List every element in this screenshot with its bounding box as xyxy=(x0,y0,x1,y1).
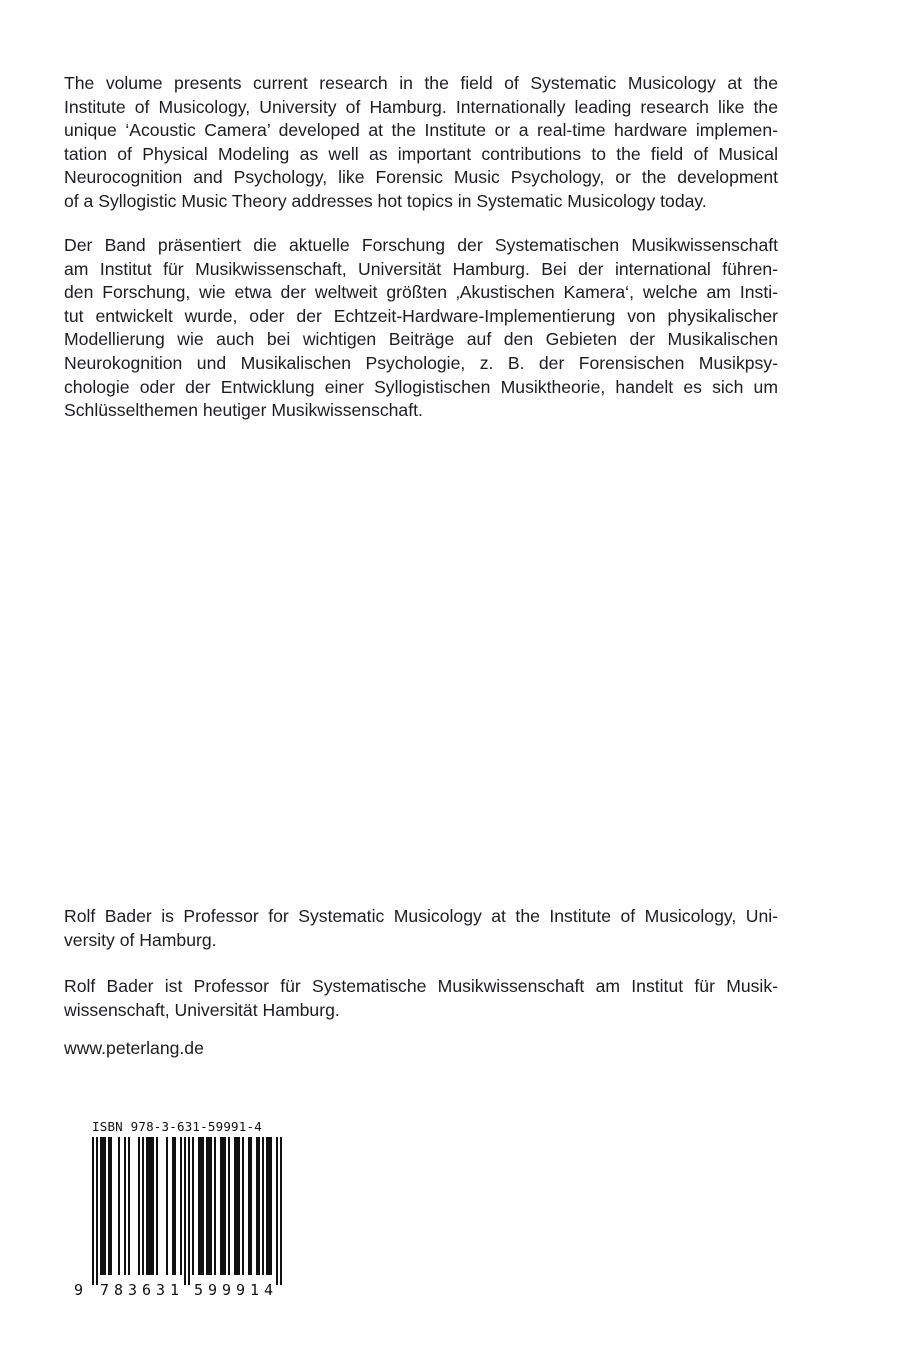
english-description-line: Neurocognition and Psychology, like Forensic Music Psychology, or the development xyxy=(64,167,778,188)
author-bio-english xyxy=(64,905,778,952)
barcode-left-digit: 8 xyxy=(114,1281,124,1299)
author-bio-english-line: versity of Hamburg. xyxy=(64,929,217,950)
barcode-right-digit: 9 xyxy=(236,1281,246,1299)
barcode-guard-bar xyxy=(184,1137,186,1285)
barcode-bar xyxy=(242,1137,244,1275)
barcode-right-digit: 9 xyxy=(222,1281,232,1299)
barcode-bar xyxy=(174,1137,176,1275)
barcode-bar xyxy=(138,1137,140,1275)
barcode-bar xyxy=(238,1137,240,1275)
barcode-bar xyxy=(152,1137,154,1275)
barcode-guard-bar xyxy=(96,1137,98,1285)
barcode-bar xyxy=(250,1137,252,1275)
barcode-bar xyxy=(258,1137,260,1275)
english-description-paragraph xyxy=(64,72,778,214)
barcode-bar xyxy=(200,1137,202,1275)
barcode-lead-digit: 9 xyxy=(74,1281,84,1299)
german-description-line: Neurokognition und Musikalischen Psychologie, z. B. der Forensischen Musikpsy- xyxy=(64,352,778,373)
barcode-bar xyxy=(256,1137,258,1275)
barcode-left-digit: 1 xyxy=(170,1281,180,1299)
publisher-website-link[interactable]: www.peterlang.de xyxy=(64,1038,204,1058)
barcode-bar xyxy=(236,1137,238,1275)
barcode-bar xyxy=(208,1137,210,1275)
german-description-line: Der Band präsentiert die aktuelle Forschung der Systematischen Musikwissenschaft xyxy=(64,235,778,255)
barcode-bar xyxy=(104,1137,106,1275)
isbn-label: ISBN 978-3-631-59991-4 xyxy=(92,1119,262,1134)
barcode-right-digit: 5 xyxy=(194,1281,204,1299)
barcode-bar xyxy=(234,1137,236,1275)
german-description-line: Schlüsselthemen heutiger Musikwissenschaft. xyxy=(64,400,423,421)
author-bio-german xyxy=(64,975,778,1022)
german-description-line: Modellierung wie auch bei wichtigen Beiträge auf den Gebieten der Musikalischen xyxy=(64,329,778,350)
english-description-line: tation of Physical Modeling as well as important contributions to the field of Musical xyxy=(64,143,778,164)
author-bio-german-line: Rolf Bader ist Professor für Systematische Musikwissenschaft am Institut für Musik- xyxy=(64,976,778,996)
barcode-bar xyxy=(270,1137,272,1275)
barcode-bar xyxy=(262,1137,264,1275)
barcode-bar xyxy=(172,1137,174,1275)
barcode-bar xyxy=(222,1137,224,1275)
barcode-guard-bar xyxy=(280,1137,282,1285)
barcode-guard-bar xyxy=(276,1137,278,1285)
barcode-bar xyxy=(228,1137,230,1275)
barcode-bar xyxy=(206,1137,208,1275)
barcode-bar xyxy=(124,1137,126,1275)
barcode-bar xyxy=(156,1137,158,1275)
barcode-bar xyxy=(198,1137,200,1275)
author-bio-english-line: Rolf Bader is Professor for Systematic Musicology at the Institute of Musicology, Uni- xyxy=(64,906,778,926)
barcode-left-digit: 3 xyxy=(128,1281,138,1299)
barcode-bar xyxy=(110,1137,112,1275)
barcode-guard-bar xyxy=(188,1137,190,1285)
barcode-left-digit: 6 xyxy=(142,1281,152,1299)
barcode-bar xyxy=(180,1137,182,1275)
barcode-left-digit: 7 xyxy=(100,1281,110,1299)
author-bio-german-line: wissenschaft, Universität Hamburg. xyxy=(64,999,340,1020)
barcode-bar xyxy=(224,1137,226,1275)
barcode-bar xyxy=(268,1137,270,1275)
barcode-bar xyxy=(118,1137,120,1275)
barcode-bar xyxy=(148,1137,150,1275)
barcode-bar xyxy=(248,1137,250,1275)
barcode-bar xyxy=(102,1137,104,1275)
barcode-guard-bar xyxy=(92,1137,94,1285)
barcode-bar xyxy=(266,1137,268,1275)
german-description-line: den Forschung, wie etwa der weltweit größten ‚Akustischen Kamera‘, welche am Insti- xyxy=(64,282,778,303)
german-description-line: tut entwickelt wurde, oder der Echtzeit-Hardware-Implementierung von physikalischer xyxy=(64,305,778,326)
barcode-right-digit: 9 xyxy=(208,1281,218,1299)
barcode-bar xyxy=(192,1137,194,1275)
ean13-barcode-graphic xyxy=(66,1137,286,1299)
barcode-right-digit: 1 xyxy=(250,1281,260,1299)
publisher-website xyxy=(64,1037,778,1061)
german-description-line: am Institut für Musikwissenschaft, Universität Hamburg. Bei der international führen- xyxy=(64,258,778,279)
english-description-line: of a Syllogistic Music Theory addresses hot topics in Systematic Musicology today. xyxy=(64,190,707,211)
english-description-line: Institute of Musicology, University of Hamburg. Internationally leading research like the xyxy=(64,96,778,117)
barcode-bar xyxy=(202,1137,204,1275)
barcode-bar xyxy=(150,1137,152,1275)
barcode-bar xyxy=(128,1137,130,1275)
barcode-bar xyxy=(146,1137,148,1275)
english-description-line: unique ‘Acoustic Camera’ developed at the Institute or a real-time hardware implemen- xyxy=(64,120,778,141)
barcode-bar xyxy=(214,1137,216,1275)
german-description-line: chologie oder der Entwicklung einer Syllogistischen Musiktheorie, handelt es sich um xyxy=(64,376,778,397)
barcode-bar xyxy=(220,1137,222,1275)
barcode-left-digit: 3 xyxy=(156,1281,166,1299)
barcode-right-digit: 4 xyxy=(264,1281,274,1299)
german-description-paragraph xyxy=(64,234,778,423)
barcode-bar xyxy=(210,1137,212,1275)
english-description-line: The volume presents current research in the field of Systematic Musicology at the xyxy=(64,73,778,93)
isbn-barcode xyxy=(66,1119,286,1299)
barcode-bar xyxy=(142,1137,144,1275)
barcode-bar xyxy=(108,1137,110,1275)
barcode-bar xyxy=(166,1137,168,1275)
barcode-bar xyxy=(100,1137,102,1275)
